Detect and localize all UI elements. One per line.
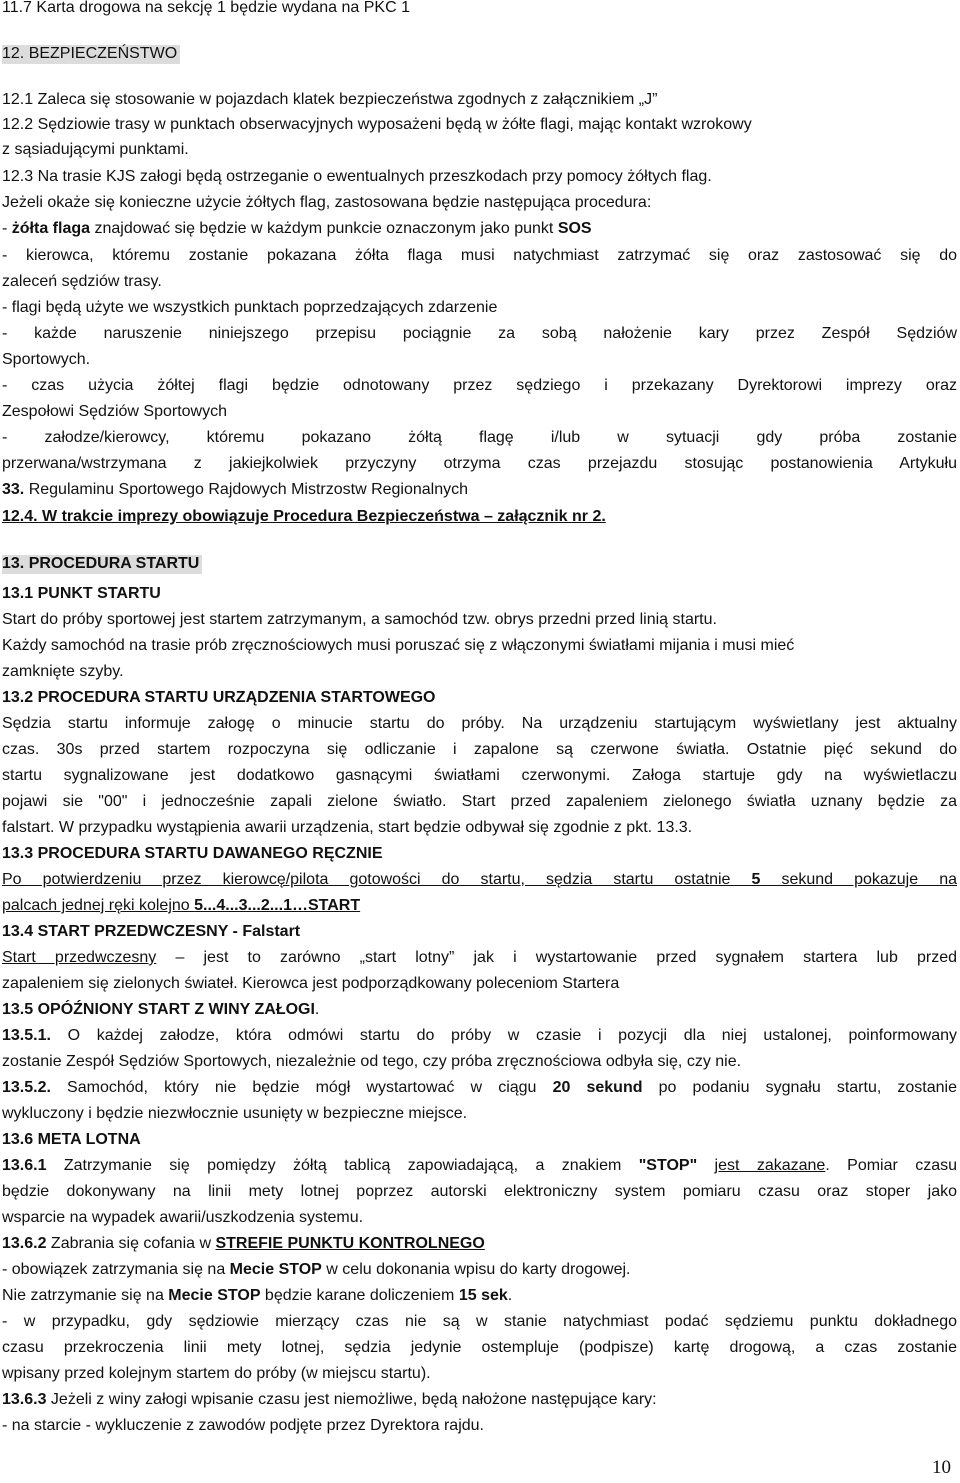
section-13-6-1-line-3: wsparcie na wypadek awarii/uszkodzenia systemu. — [2, 1209, 364, 1226]
early-start-definition: – jest to zarówno „start lotny” jak i wystartowanie przed sygnałem startera lub przed — [156, 949, 957, 966]
page-number: 10 — [932, 1457, 951, 1478]
section-13-6-2-line-4: - w przypadku, gdy sędziowie mierzący czas nie są w stanie natychmiast podać sędziemu punktu dokładnego — [2, 1313, 957, 1330]
section-13-6-2-line-2 — [2, 1260, 957, 1280]
falstart-label: Falstart — [242, 923, 301, 940]
penalty-text: będzie karane doliczeniem — [260, 1287, 459, 1304]
stop-duty-text: - obowiązek zatrzymania się na — [2, 1261, 230, 1278]
section-12-3-line: 12.3 Na trasie KJS załogi będą ostrzeganie o ewentualnych przeszkodach przy pomocy żółtych flag. — [2, 168, 712, 185]
early-start-term: Start przedwczesny — [2, 949, 157, 966]
five-seconds-value: 5 — [751, 871, 761, 888]
control-zone-term: STREFIE PUNKTU KONTROLNEGO — [215, 1235, 485, 1252]
clause-13-6-2-number: 13.6.2 — [2, 1235, 47, 1252]
bullet-driver-line-1: - kierowca, któremu zostanie pokazana żółta flaga musi natychmiast zatrzymać się oraz zastosować się do — [2, 247, 957, 264]
clause-13-6-3-text: Jeżeli z winy załogi wpisanie czasu jest niemożliwe, będą nałożone następujące kary: — [46, 1391, 657, 1408]
bullet-violation-line-2: Sportowych. — [2, 351, 91, 368]
clause-13-5-1-text: O każdej załodze, która odmówi startu do próby w czasie i pozycji dla niej ustalonej, poinformowany — [50, 1027, 957, 1044]
meta-stop-term: Mecie STOP — [229, 1261, 322, 1278]
sos-term: SOS — [557, 220, 592, 237]
section-13-1-line-2: Każdy samochód na trasie prób zręcznościowych musi poruszać się z włączonymi światłami mijania i musi mieć — [2, 637, 795, 654]
section-13-5-heading — [2, 1000, 957, 1020]
clause-13-5-2-text: Samochód, który nie będzie mógł wystartować w ciągu — [50, 1079, 553, 1096]
section-13-3-heading: 13.3 PROCEDURA STARTU DAWANEGO RĘCZNIE — [2, 845, 383, 862]
section-13-5-2-line-1 — [2, 1078, 957, 1098]
clause-13-5-2-number: 13.5.2. — [2, 1079, 51, 1096]
clause-13-6-1-number: 13.6.1 — [2, 1157, 47, 1174]
section-11-7-line: 11.7 Karta drogowa na sekcję 1 będzie wydana na PKC 1 — [2, 0, 410, 16]
section-13-3-line-2 — [2, 896, 957, 916]
section-13-5-1-line-1 — [2, 1026, 957, 1046]
bullet-violation-line-1: - każde naruszenie niniejszego przepisu pociągnie za sobą nałożenie kary przez Zespół Sędziów — [2, 325, 957, 342]
safety-procedure-link-text: 12.4. W trakcie imprezy obowiązuje Procedura Bezpieczeństwa – załącznik nr 2. — [2, 508, 606, 525]
section-12-heading — [2, 44, 180, 64]
section-13-1-heading: 13.1 PUNKT STARTU — [2, 585, 161, 602]
manual-start-text: Po potwierdzeniu przez kierowcę/pilota gotowości do startu, sędzia startu ostatnie — [2, 871, 752, 888]
bullet-crew-line-3 — [2, 480, 957, 500]
bullet-yellow-flag-line — [2, 219, 957, 239]
clause-13-6-1-text-cont: . Pomiar czasu — [825, 1157, 957, 1174]
clause-13-5-1-number: 13.5.1. — [2, 1027, 51, 1044]
section-12-4-line — [2, 507, 957, 527]
section-13-2-line-5: falstart. W przypadku wystąpienia awarii urządzenia, start będzie odbywał się zgodnie z pkt. 13.3. — [2, 819, 693, 836]
early-start-label: 13.4 START PRZEDWCZESNY - — [2, 923, 243, 940]
section-12-1-line: 12.1 Zaleca się stosowanie w pojazdach klatek bezpieczeństwa zgodnych z załącznikiem „J” — [2, 91, 658, 108]
section-12-2-line-2: z sąsiadującymi punktami. — [2, 141, 189, 158]
section-13-4-line-2: zapaleniem się zielonych świateł. Kierowca jest podporządkowany poleceniom Startera — [2, 975, 620, 992]
bullet-crew-line-2: przerwana/wstrzymana z jakiejkolwiek przyczyny otrzyma czas przejazdu stosując postanowienia Artykułu — [2, 455, 957, 472]
yellow-flag-term: żółta flaga — [11, 220, 91, 237]
section-13-2-line-3: startu sygnalizowane jest dodatkowo gasnącymi światłami czerwonymi. Załoga startuje gdy na wyświetlaczu — [2, 767, 957, 784]
delayed-start-label: 13.5 OPÓŹNIONY START Z WINY ZAŁOGI — [2, 1001, 315, 1018]
section-13-heading — [2, 554, 202, 574]
section-13-4-heading — [2, 922, 957, 942]
section-13-2-line-4: pojawi sie "00" i jednocześnie zapali zielone światło. Start przed zapaleniem zielonego światła uznany będzie za — [2, 793, 957, 810]
bullet-flags-line: - flagi będą użyte we wszystkich punktach poprzedzających zdarzenie — [2, 299, 498, 316]
clause-13-6-1-text: Zatrzymanie się pomiędzy żółtą tablicą zapowiadającą, a znakiem — [46, 1157, 639, 1174]
bullet-dash: - — [2, 220, 12, 237]
penalty-value: 15 sek — [458, 1287, 508, 1304]
section-13-5-2-line-2: wykluczony i będzie niezwłocznie usunięty w bezpieczne miejsce. — [2, 1105, 468, 1122]
section-13-6-2-line-1 — [2, 1234, 957, 1254]
bullet-time-line-1: - czas użycia żółtej flagi będzie odnotowany przez sędziego i przekazany Dyrektorowi imprezy oraz — [2, 377, 957, 394]
stop-duty-text-cont: w celu dokonania wpisu do karty drogowej. — [321, 1261, 631, 1278]
article-number: 33. — [2, 481, 25, 498]
clause-13-5-2-text-cont: po podaniu sygnału startu, zostanie — [642, 1079, 957, 1096]
no-stop-text: Nie zatrzymanie się na — [2, 1287, 169, 1304]
section-13-2-line-2: czas. 30s przed startem rozpoczyna się odliczanie i zapalone są czerwone światła. Ostatnie pięć sekund do — [2, 741, 957, 758]
section-13-6-1-line-2: będzie dokonywany na linii mety lotnej poprzez autorski elektroniczny system pomiaru czasu oraz stoper jako — [2, 1183, 957, 1200]
section-13-4-line-1 — [2, 948, 957, 968]
bullet-text: znajdować się będzie w każdym punkcie oznaczonym jako punkt — [90, 220, 558, 237]
bullet-driver-line-2: zaleceń sędziów trasy. — [2, 273, 162, 290]
section-13-6-2-line-5: czasu przekroczenia linii mety lotnej, sędzia jedynie ostempluje (podpisze) kartę drogową, a czas zostanie — [2, 1339, 957, 1356]
period: . — [507, 1287, 513, 1304]
forbidden-term: jest zakazane — [714, 1157, 826, 1174]
stop-sign-term: "STOP" — [638, 1157, 698, 1174]
bullet-crew-line-1: - załodze/kierowcy, któremu pokazano żółtą flagę i/lub w sytuacji gdy próba zostanie — [2, 429, 957, 446]
twenty-seconds-value: 20 sekund — [552, 1079, 643, 1096]
regulation-text: Regulaminu Sportowego Rajdowych Mistrzostw Regionalnych — [24, 481, 469, 498]
section-13-6-1-line-1 — [2, 1156, 957, 1176]
section-12-heading-text: 12. BEZPIECZEŃSTWO — [2, 45, 180, 64]
countdown-intro: palcach jednej ręki kolejno — [2, 897, 195, 914]
section-13-1-line-3: zamknięte szyby. — [2, 663, 124, 680]
section-13-2-heading: 13.2 PROCEDURA STARTU URZĄDZENIA STARTOWEGO — [2, 689, 436, 706]
section-13-2-line-1: Sędzia startu informuje załogę o minucie startu do próby. Na urządzeniu startującym wyświetlany jest aktualny — [2, 715, 957, 732]
countdown-sequence: 5...4...3...2...1…START — [194, 897, 361, 914]
section-13-5-1-line-2: zostanie Zespół Sędziów Sportowych, niezależnie od tego, czy próba zręcznościowa odbyła się, czy nie. — [2, 1053, 742, 1070]
clause-13-6-2-text: Zabrania się cofania w — [46, 1235, 216, 1252]
section-13-3-line-1 — [2, 870, 957, 890]
space — [697, 1157, 714, 1174]
section-12-2-line-1: 12.2 Sędziowie trasy w punktach obserwacyjnych wyposażeni będą w żółte flagi, mając kontakt wzrokowy — [2, 116, 752, 133]
heading-period: . — [314, 1001, 320, 1018]
meta-stop-term-2: Mecie STOP — [168, 1287, 261, 1304]
section-13-6-3-line-2: - na starcie - wykluczenie z zawodów podjęte przez Dyrektora rajdu. — [2, 1417, 484, 1434]
section-13-heading-text: 13. PROCEDURA STARTU — [2, 555, 202, 574]
section-13-6-2-line-6: wpisany przed kolejnym startem do próby (w miejscu startu). — [2, 1365, 431, 1382]
clause-13-6-3-number: 13.6.3 — [2, 1391, 47, 1408]
section-13-6-2-line-3 — [2, 1286, 957, 1306]
procedure-intro-line: Jeżeli okaże się konieczne użycie żółtych flag, zastosowana będzie następująca procedura: — [2, 194, 652, 211]
manual-start-text-cont: sekund pokazuje na — [760, 871, 957, 888]
bullet-time-line-2: Zespołowi Sędziów Sportowych — [2, 403, 227, 420]
section-13-1-line-1: Start do próby sportowej jest startem zatrzymanym, a samochód tzw. obrys przedni przed linią startu. — [2, 611, 717, 628]
section-13-6-3-line-1 — [2, 1390, 957, 1410]
section-13-6-heading: 13.6 META LOTNA — [2, 1131, 141, 1148]
